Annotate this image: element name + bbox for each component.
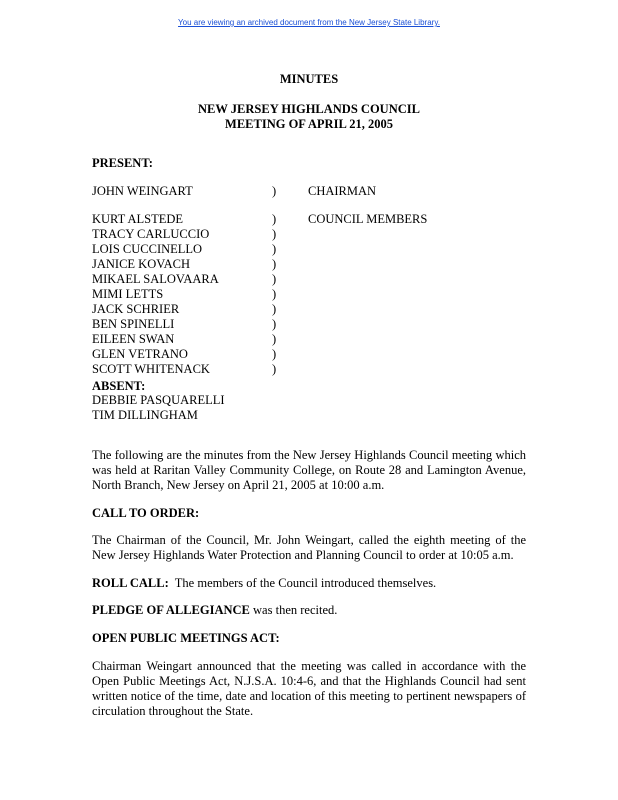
bracket: ) [272, 332, 277, 346]
intro-paragraph: The following are the minutes from the New Jersey Highlands Council meeting which was held at Raritan Valley Community College, on Route 28 and Lamington Avenue, North Branch, New Jersey on April 21, 2005 at 10:00 a.m. [92, 448, 526, 492]
council-member-row [92, 257, 532, 272]
council-member-name: MIMI LETTS [92, 287, 164, 301]
pledge-text: was then recited. [249, 603, 338, 617]
council-member-name: SCOTT WHITENACK [92, 362, 210, 376]
chairman-role: CHAIRMAN [308, 184, 377, 198]
bracket: ) [272, 242, 277, 256]
council-member-name: LOIS CUCCINELLO [92, 242, 203, 256]
chairman-row [92, 184, 532, 199]
council-member-row [92, 302, 532, 317]
chairman-name: JOHN WEINGART [92, 184, 193, 198]
council-member-row [92, 227, 532, 242]
council-member-name: TRACY CARLUCCIO [92, 227, 210, 241]
bracket: ) [272, 302, 277, 316]
absent-member: TIM DILLINGHAM [92, 408, 198, 422]
council-member-name: JANICE KOVACH [92, 257, 191, 271]
council-member-row [92, 317, 532, 332]
council-member-name: JACK SCHRIER [92, 302, 180, 316]
roll-call-heading: ROLL CALL: [92, 576, 169, 590]
council-member-name: EILEEN SWAN [92, 332, 175, 346]
council-member-row [92, 332, 532, 347]
bracket: ) [272, 362, 277, 376]
bracket: ) [272, 287, 277, 301]
present-heading: PRESENT: [92, 156, 153, 170]
council-member-name: BEN SPINELLI [92, 317, 175, 331]
bracket: ) [272, 257, 277, 271]
council-member-name: KURT ALSTEDE [92, 212, 184, 226]
council-member-row [92, 242, 532, 257]
council-member-row [92, 272, 532, 287]
council-member-name: MIKAEL SALOVAARA [92, 272, 219, 286]
bracket: ) [272, 184, 277, 198]
meeting-date: MEETING OF APRIL 21, 2005 [225, 117, 393, 131]
call-to-order-heading: CALL TO ORDER: [92, 506, 200, 520]
council-members-role: COUNCIL MEMBERS [308, 212, 428, 226]
bracket: ) [272, 272, 277, 286]
bracket: ) [272, 227, 277, 241]
absent-member: DEBBIE PASQUARELLI [92, 393, 225, 407]
council-member-name: GLEN VETRANO [92, 347, 188, 361]
council-name: NEW JERSEY HIGHLANDS COUNCIL [198, 102, 420, 116]
council-member-row [92, 212, 532, 227]
absent-list [92, 393, 225, 423]
council-member-row [92, 287, 532, 302]
absent-heading: ABSENT: [92, 379, 146, 393]
bracket: ) [272, 347, 277, 361]
roll-call-text: The members of the Council introduced themselves. [168, 576, 437, 590]
bracket: ) [272, 212, 277, 226]
archive-banner-link[interactable]: You are viewing an archived document from the New Jersey State Library. [178, 18, 440, 27]
pledge-paragraph [92, 603, 526, 618]
council-member-row [92, 362, 532, 377]
document-title: MINUTES [279, 72, 339, 86]
bracket: ) [272, 317, 277, 331]
council-members-list [92, 212, 532, 377]
pledge-heading: PLEDGE OF ALLEGIANCE [92, 603, 250, 617]
call-to-order-text: The Chairman of the Council, Mr. John Weingart, called the eighth meeting of the New Jersey Highlands Water Protection and Planning Council to order at 10:05 a.m. [92, 533, 526, 562]
council-member-row [92, 347, 532, 362]
roll-call-paragraph [92, 576, 526, 591]
opma-heading: OPEN PUBLIC MEETINGS ACT: [92, 631, 280, 645]
opma-text: Chairman Weingart announced that the meeting was called in accordance with the Open Public Meetings Act, N.J.S.A. 10:4-6, and that the Highlands Council had sent written notice of the time, date and location of this meeting to pertinent newspapers of circulation throughout the State. [92, 659, 526, 718]
